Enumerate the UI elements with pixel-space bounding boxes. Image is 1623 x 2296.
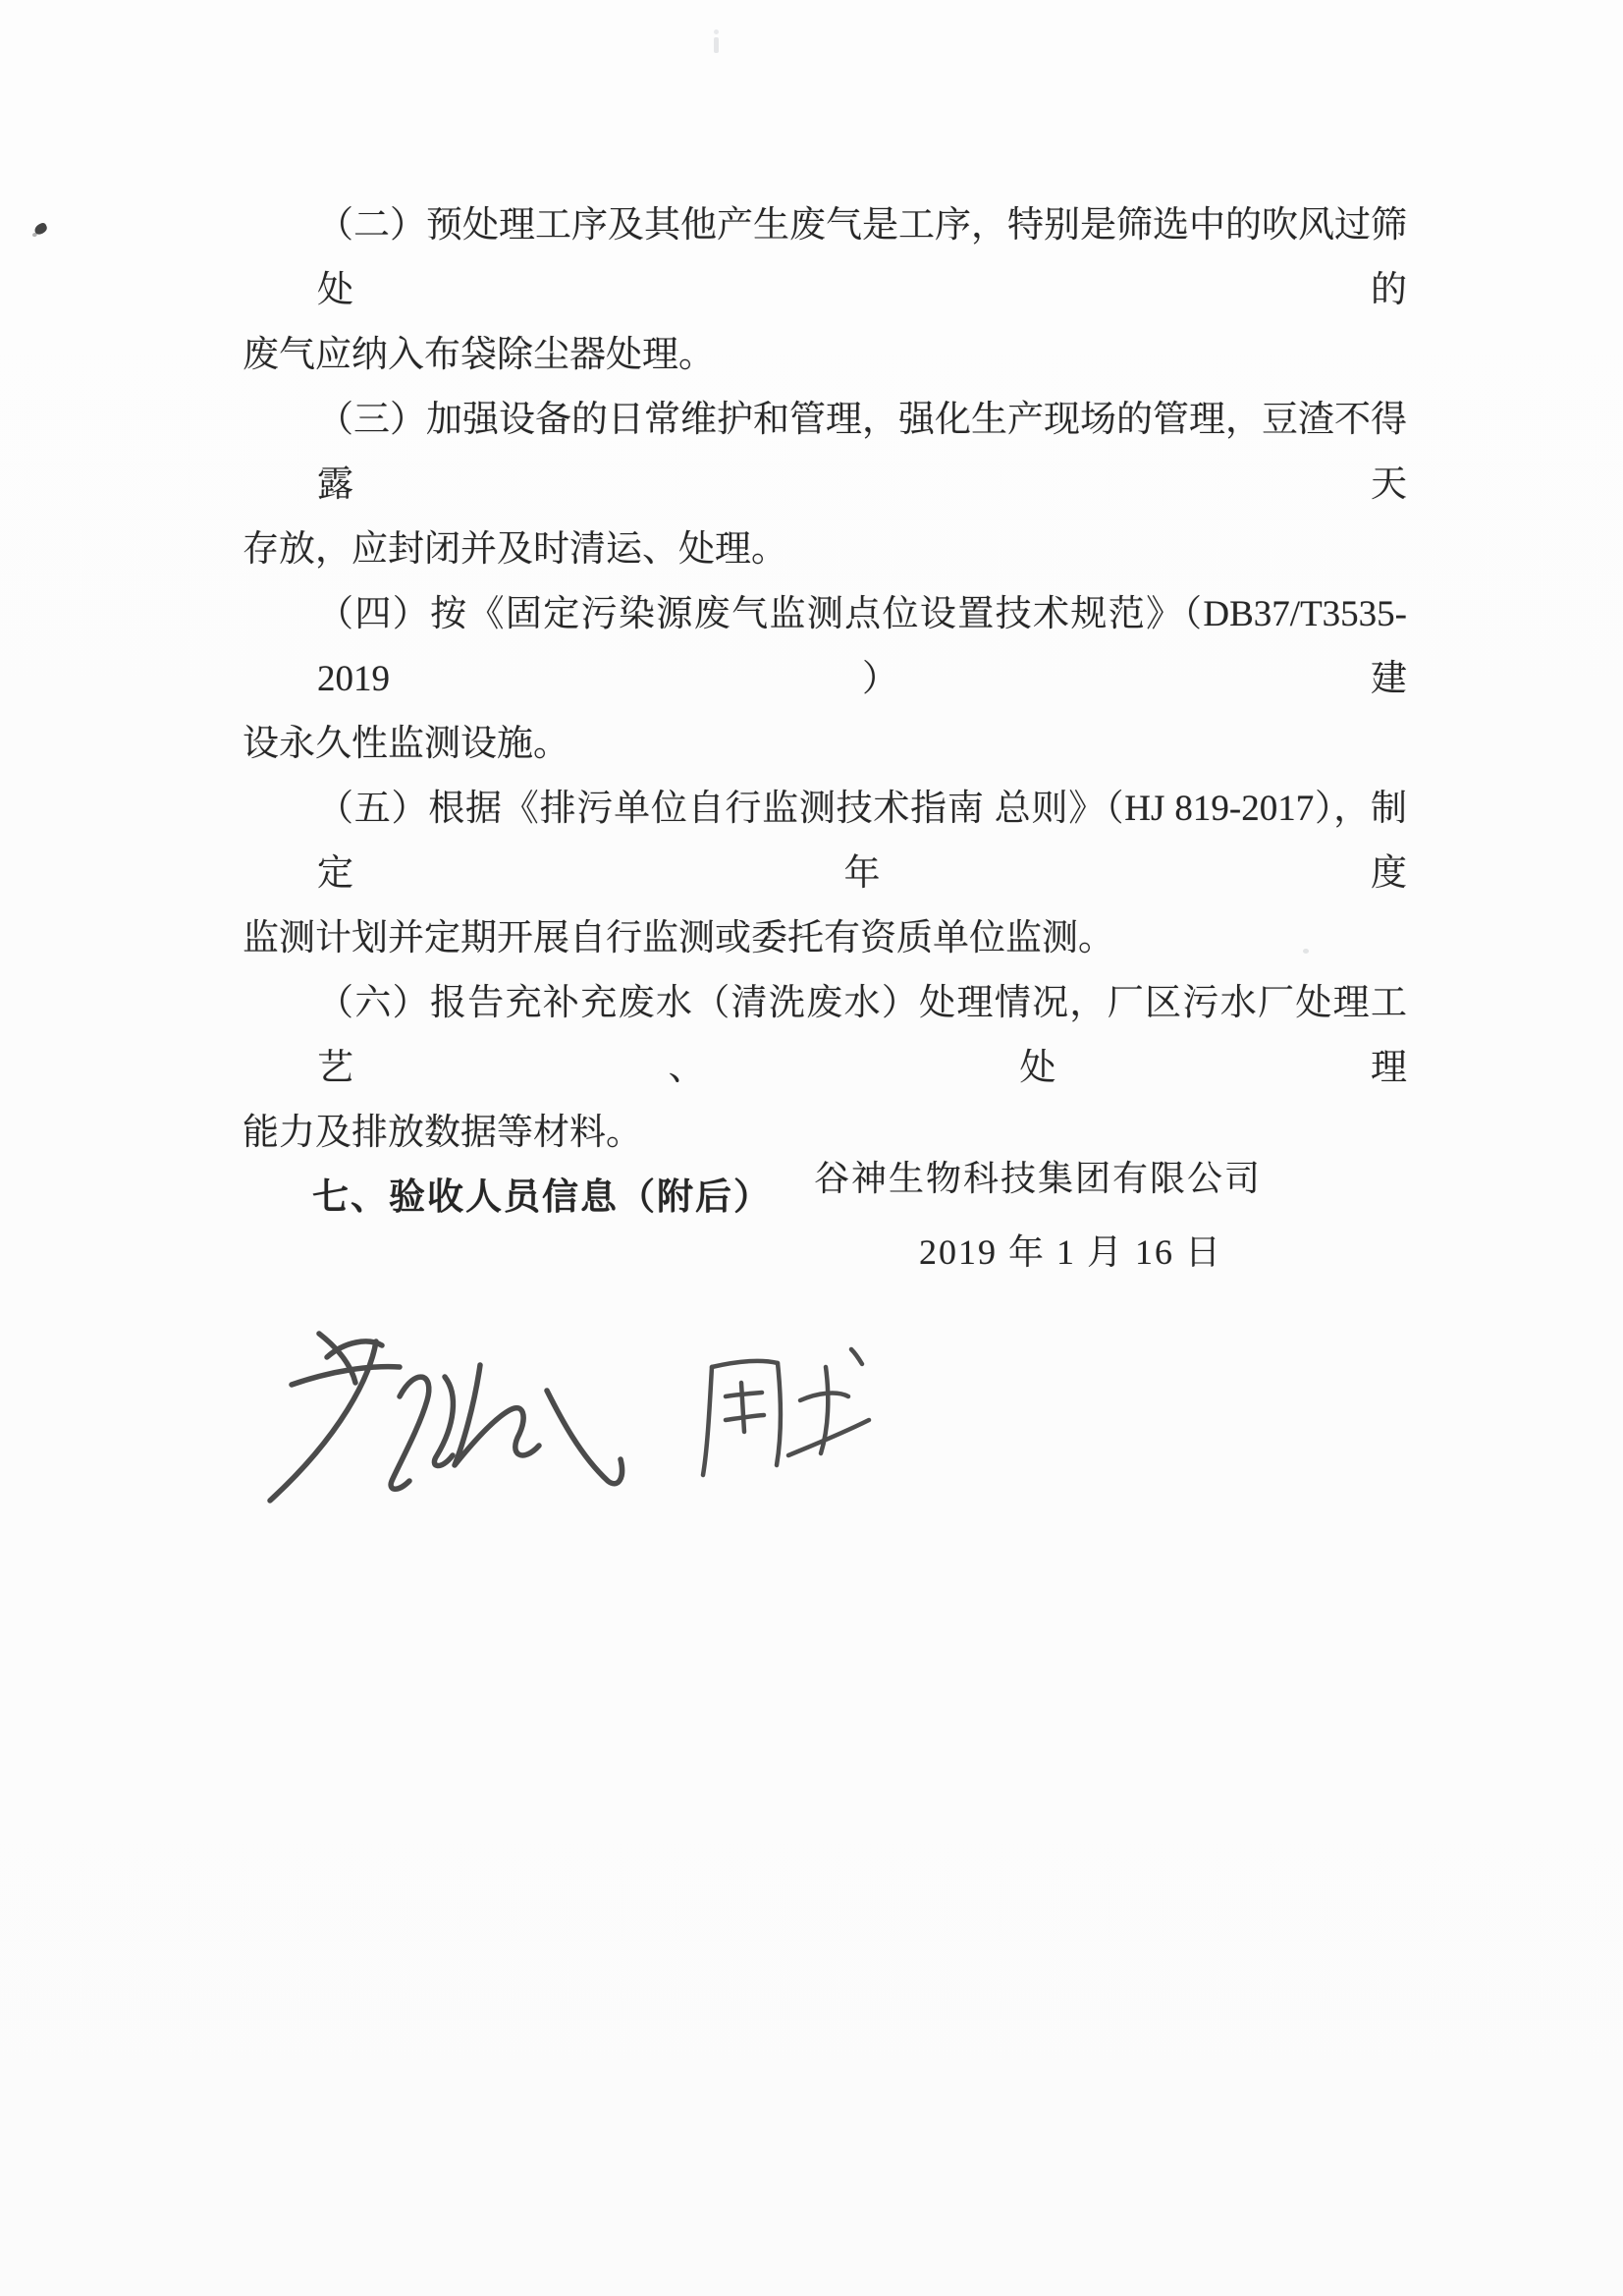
paragraph-3-line-2: 存放，应封闭并及时清运、处理。 (243, 529, 787, 570)
paragraph-5-line-1: （五）根据《排污单位自行监测技术指南 总则》（HJ 819-2017），制定年度 (317, 789, 1407, 894)
scan-mark-faint (714, 37, 719, 53)
section-heading: 七、验收人员信息（附后） (312, 1177, 772, 1218)
company-name: 谷神生物科技集团有限公司 (813, 1159, 1262, 1198)
paragraph-2-line-2: 废气应纳入布袋除尘器处理。 (243, 335, 715, 375)
handwritten-signature-1 (270, 1334, 622, 1501)
paragraph-6-line-1: （六）报告充补充废水（清洗废水）处理情况，厂区污水厂处理工艺、处理 (317, 983, 1407, 1088)
issue-date: 2019 年 1 月 16 日 (918, 1232, 1222, 1272)
handwritten-signature-2 (703, 1349, 869, 1475)
paragraph-2-line-1: （二）预处理工序及其他产生废气是工序，特别是筛选中的吹风过筛处的 (317, 205, 1407, 310)
handwritten-signatures (250, 1306, 898, 1557)
paragraph-4-line-1: （四）按《固定污染源废气监测点位设置技术规范》（DB37/T3535-2019）建 (317, 594, 1407, 699)
paragraph-5-line-2: 监测计划并定期开展自行监测或委托有资质单位监测。 (243, 918, 1114, 958)
paragraph-6-line-2: 能力及排放数据等材料。 (243, 1113, 642, 1153)
paragraph-3-line-1: （三）加强设备的日常维护和管理，强化生产现场的管理，豆渣不得露天 (317, 400, 1407, 505)
paragraph-4-line-2: 设永久性监测设施。 (243, 724, 569, 764)
scan-speck-dark (33, 222, 49, 236)
document-body (243, 193, 1407, 1230)
